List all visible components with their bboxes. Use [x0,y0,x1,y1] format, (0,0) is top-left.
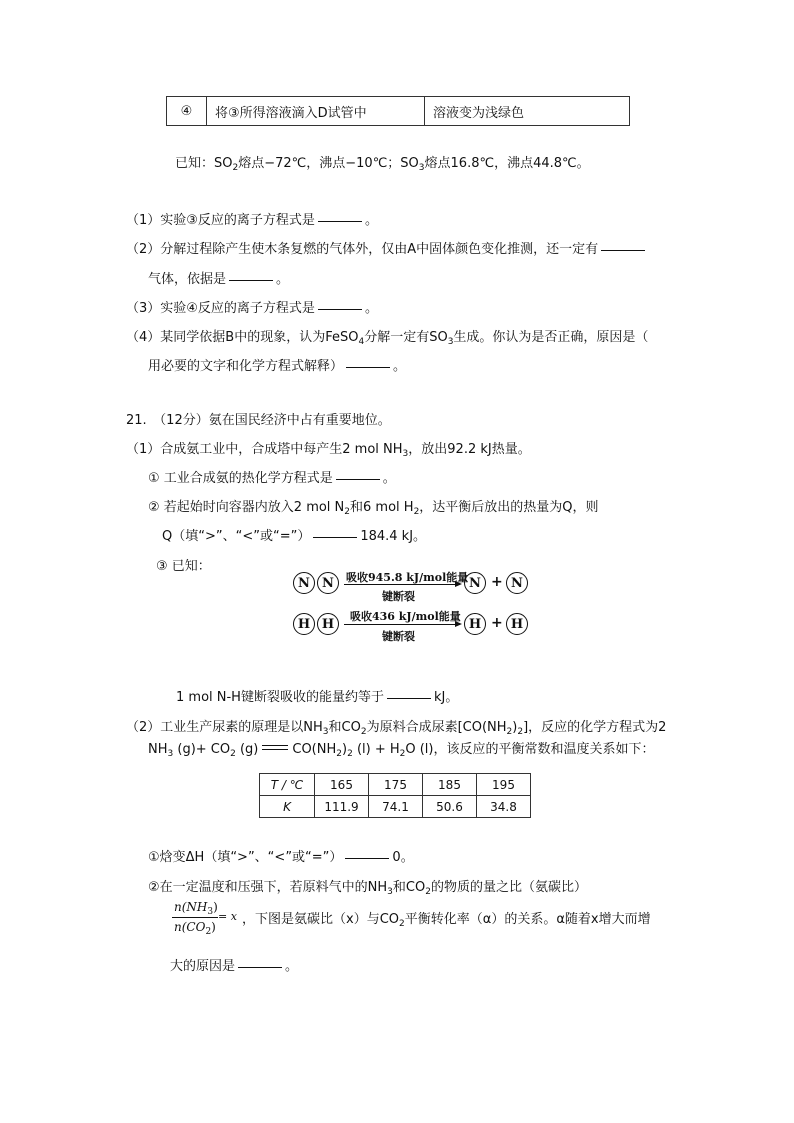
alpha-question-cont: 大的原因是 。 [170,959,299,974]
answer-blank [229,279,273,281]
bond-break-label: 键断裂 [382,630,415,643]
q20-part1: （1）实验③反应的离子方程式是 。 [126,213,378,228]
q20-part4-cont: 用必要的文字和化学方程式解释） 。 [148,359,407,374]
urea-equation: $NH_3$ $(g)+ CO_2$ (g) $CO(NH_2)_2$ $(l) + H_2O$ (l)，该反应的平衡常数和温度关系如下： [148,742,655,759]
table-cell: 175 [369,774,423,796]
atom-h: H [317,613,339,635]
answer-blank [318,308,362,310]
table-cell-phenomenon: 溶液变为浅绿色 [433,105,525,121]
table-cell: 34.8 [477,796,531,818]
equilibrium-constant-table [259,773,531,818]
table-cell: 195 [477,774,531,796]
answer-blank [318,220,362,222]
plus-sign: + [491,615,503,631]
atom-h: H [506,613,528,635]
alpha-question: ，下图是氨碳比（x）与$CO_2$平衡转化率（α）的关系。α随着x增大而增 [242,912,651,929]
table-cell: 111.9 [315,796,369,818]
q21-part1-iii: ③ 已知： [156,559,211,574]
table-cell-operation: 将③所得溶液滴入D试管中 [207,97,425,125]
table-cell: 50.6 [423,796,477,818]
atom-n: N [317,572,339,594]
table-cell: 165 [315,774,369,796]
plus-sign: + [491,574,503,590]
reaction-arrow [344,624,460,625]
answer-blank [387,697,431,699]
table-header-cell: T / ℃ [260,774,315,796]
q20-part2: （2）分解过程除产生使木条复燃的气体外，仅由A中固体颜色变化推测，还一定有 [126,238,648,257]
q21-part1: （1）合成氨工业中，合成塔中每产生2 mol $NH_3$，放出92.2 kJ热量。 [126,442,531,459]
q20-part3: （3）实验④反应的离子方程式是 。 [126,301,378,316]
ratio-fraction [172,900,220,940]
table-cell: 74.1 [369,796,423,818]
atom-n: N [506,572,528,594]
enthalpy-question: ①焓变ΔH（填“>”、“<”或“=”） 0。 [148,850,414,865]
q20-part2-cont: 气体，依据是 。 [148,272,290,287]
atom-n: N [293,572,315,594]
table-header-cell: K [260,796,315,818]
answer-blank [313,536,357,538]
atom-h: H [464,613,486,635]
answer-blank [601,249,645,251]
n2-energy-label: 吸收945.8 kJ/mol能量 [346,571,469,584]
q21-part1-ii: ② 若起始时向容器内放入2 mol $N_2$和6 mol $H_2$，达平衡后放出的热量为Q，则 [148,500,599,517]
q20-part4: （4）某同学依据B中的现象，认为FeSO$_4$分解一定有$SO_3$生成。你认为是否正确，原因是（ [126,330,649,347]
equilibrium-arrow-icon [262,745,288,751]
answer-blank [346,366,390,368]
fraction-numerator: $n(NH_3)$ [174,900,218,917]
table-row [260,774,531,796]
fraction-equals: = x [218,910,237,923]
answer-blank [336,478,380,480]
h2-energy-label: 吸收436 kJ/mol能量 [350,610,461,623]
nh-bond-question: 1 mol N-H键断裂吸收的能量约等于 kJ。 [176,690,459,705]
q21-part2: （2）工业生产尿素的原理是以$NH_3$和$CO_2$为原料合成尿素$[CO(NH_2)_2]$，反应的化学方程式为2 [126,720,667,737]
table-cell-number: ④ [167,97,207,125]
fraction-bar [172,917,218,918]
table-cell: 185 [423,774,477,796]
table-row [260,796,531,818]
fraction-denominator: $n(CO_2)$ [174,920,216,937]
known-line: 已知：$SO_2$熔点−72℃，沸点−10℃；$SO_3$熔点16.8℃，沸点44.8℃。 [175,156,590,173]
reaction-arrow [344,584,460,585]
answer-blank [238,966,282,968]
atom-n: N [464,572,486,594]
atom-h: H [293,613,315,635]
q21-part1-i: ① 工业合成氨的热化学方程式是 。 [148,471,396,486]
answer-blank [345,857,389,859]
experiment-table-row [166,96,630,126]
q21-part1-ii-cont: Q（填“>”、“<”或“=”） 184.4 kJ。 [162,529,427,544]
ratio-question: ②在一定温度和压强下，若原料气中的$NH_3$和$CO_2$的物质的量之比（氨碳比） [148,880,587,897]
q21-heading: 21. （12分）氨在国民经济中占有重要地位。 [126,413,391,428]
bond-break-label: 键断裂 [382,590,415,603]
